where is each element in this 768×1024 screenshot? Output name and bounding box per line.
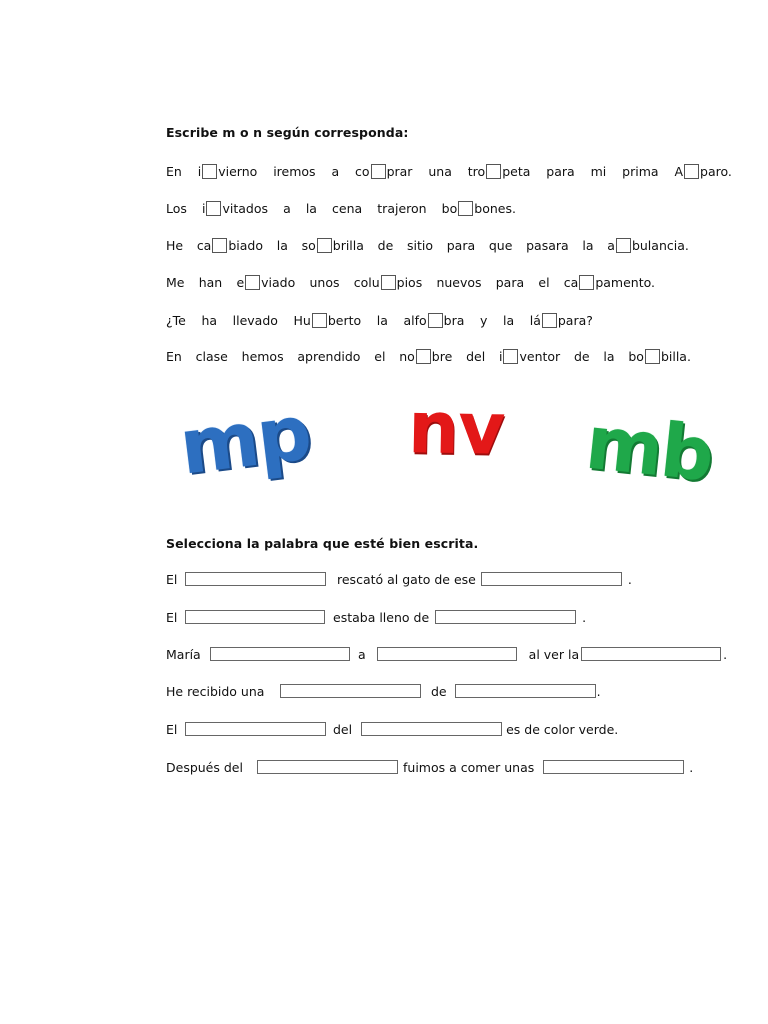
letter-box[interactable] — [579, 275, 594, 290]
select-row-3 — [166, 645, 732, 663]
word — [166, 275, 184, 290]
word — [546, 164, 574, 179]
word — [538, 275, 549, 290]
word-text: y — [480, 312, 488, 328]
sentence-row-3 — [166, 236, 689, 254]
letter-box[interactable] — [416, 349, 431, 364]
word-text: biado — [228, 237, 264, 253]
word-select[interactable] — [581, 647, 721, 661]
letter-box[interactable] — [245, 275, 260, 290]
word — [399, 349, 452, 364]
letter-box[interactable] — [486, 164, 501, 179]
letter-box[interactable] — [542, 313, 557, 328]
word — [674, 164, 731, 179]
word-text: Hu — [293, 312, 311, 328]
word-text: He — [166, 237, 184, 253]
word — [355, 164, 412, 179]
word-text: i — [499, 348, 503, 364]
row-text: al ver la — [528, 646, 580, 662]
word-text: a — [283, 200, 291, 216]
section1-heading: Escribe m o n según corresponda: — [166, 125, 409, 140]
row-text: . — [627, 571, 632, 587]
word-text: la — [276, 237, 288, 253]
row-text: El — [166, 721, 178, 737]
word — [466, 349, 485, 364]
word — [233, 313, 278, 328]
word-text: paro. — [700, 163, 732, 179]
row-text: El — [166, 571, 178, 587]
nv-letters-graphic: nv — [407, 385, 505, 471]
letter-box[interactable] — [503, 349, 518, 364]
word — [197, 238, 263, 253]
letter-box[interactable] — [645, 349, 660, 364]
word-text: i — [197, 163, 202, 179]
word-text: ventor — [519, 348, 561, 364]
word-text: de — [573, 348, 590, 364]
word — [499, 349, 560, 364]
letter-box[interactable] — [428, 313, 443, 328]
word-text: A — [674, 163, 684, 179]
word-text: i — [201, 200, 206, 216]
word — [201, 313, 217, 328]
word-text: para — [546, 163, 575, 179]
word-text: colu — [353, 274, 380, 290]
sentence-row-6 — [166, 347, 691, 365]
word-text: En — [166, 163, 182, 179]
word — [297, 349, 360, 364]
select-row-2 — [166, 608, 732, 626]
sentence-row-1 — [166, 162, 732, 180]
word — [202, 201, 268, 216]
word — [403, 313, 464, 328]
word — [332, 201, 362, 216]
letter-box[interactable] — [458, 201, 473, 216]
word-select[interactable] — [185, 610, 325, 624]
word — [442, 201, 516, 216]
word — [468, 164, 531, 179]
word-text: la — [603, 348, 615, 364]
word-text: la — [503, 312, 515, 328]
sentence-row-4 — [166, 273, 655, 291]
word — [377, 201, 426, 216]
word-text: ca — [196, 237, 212, 253]
word-text: que — [488, 237, 513, 253]
word-text: la — [582, 237, 594, 253]
word — [166, 313, 186, 328]
word — [378, 238, 394, 253]
word — [603, 349, 614, 364]
word — [331, 164, 339, 179]
row-text: . — [689, 759, 694, 775]
word-text: vierno — [218, 163, 258, 179]
word — [526, 238, 569, 253]
word-text: la — [376, 312, 388, 328]
word — [166, 238, 183, 253]
word-text: berto — [327, 312, 362, 328]
row-text: fuimos a comer unas — [403, 759, 535, 775]
word-text: no — [399, 348, 415, 364]
word-text: Me — [166, 274, 185, 290]
word — [294, 313, 362, 328]
letter-box[interactable] — [317, 238, 332, 253]
word-select[interactable] — [361, 722, 502, 736]
word-text: alfo — [403, 312, 427, 328]
letter-box[interactable] — [212, 238, 227, 253]
word — [591, 164, 607, 179]
row-text: He recibido una — [166, 683, 265, 699]
word-text: llevado — [232, 312, 278, 328]
word — [628, 349, 691, 364]
word — [196, 349, 228, 364]
row-text: del — [333, 721, 353, 737]
word-text: el — [538, 274, 550, 290]
word-select[interactable] — [280, 684, 421, 698]
word-text: ¿Te — [166, 312, 186, 328]
word-text: pasara — [526, 237, 569, 253]
letter-box[interactable] — [616, 238, 631, 253]
word-text: clase — [195, 348, 228, 364]
word-text: han — [198, 274, 223, 290]
word — [564, 275, 655, 290]
sentence-row-5 — [166, 311, 593, 329]
word — [374, 349, 385, 364]
word-select[interactable] — [435, 610, 576, 624]
word-text: a — [331, 163, 340, 179]
section2-heading: Selecciona la palabra que esté bien escrita. — [166, 536, 479, 551]
word-text: peta — [502, 163, 531, 179]
word-text: a — [607, 237, 615, 253]
word — [273, 164, 315, 179]
word-text: lá — [529, 312, 541, 328]
word-text: co — [355, 163, 370, 179]
word-select[interactable] — [455, 684, 596, 698]
word-text: tro — [467, 163, 486, 179]
word-text: pamento. — [595, 274, 655, 290]
word-text: la — [305, 200, 317, 216]
word-text: el — [374, 348, 386, 364]
select-row-6 — [166, 758, 732, 776]
word — [166, 164, 182, 179]
word-text: so — [301, 237, 316, 253]
row-text: Después del — [166, 759, 243, 775]
row-text: estaba lleno de — [333, 609, 430, 625]
row-text: rescató al gato de ese — [337, 571, 476, 587]
word — [436, 275, 481, 290]
select-row-5 — [166, 720, 732, 738]
row-text: El — [166, 609, 178, 625]
word-text: nuevos — [436, 274, 482, 290]
word-text: aprendido — [297, 348, 361, 364]
word-text: brilla — [332, 237, 364, 253]
word-text: hemos — [241, 348, 284, 364]
word — [489, 238, 513, 253]
row-text: . — [582, 609, 587, 625]
word-text: ha — [201, 312, 218, 328]
word-text: viado — [261, 274, 296, 290]
word — [582, 238, 593, 253]
word — [354, 275, 423, 290]
word-select[interactable] — [185, 572, 326, 586]
row-text: de — [431, 683, 447, 699]
word — [496, 275, 524, 290]
word-text: bra — [443, 312, 465, 328]
word-text: bre — [431, 348, 453, 364]
word-text: vitados — [222, 200, 268, 216]
word — [480, 313, 487, 328]
word — [503, 313, 514, 328]
word-text: pios — [396, 274, 423, 290]
word-text: prima — [622, 163, 659, 179]
word-text: En — [166, 348, 182, 364]
row-text: a — [358, 646, 366, 662]
word — [199, 275, 223, 290]
word — [428, 164, 452, 179]
word-text: unos — [309, 274, 340, 290]
word-select[interactable] — [481, 572, 622, 586]
word-text: para? — [557, 312, 593, 328]
word-select[interactable] — [257, 760, 398, 774]
word — [166, 201, 187, 216]
word-text: bones. — [474, 200, 516, 216]
word-text: para — [495, 274, 525, 290]
word — [198, 164, 258, 179]
word — [309, 275, 339, 290]
word — [166, 349, 182, 364]
word — [607, 238, 689, 253]
word — [407, 238, 433, 253]
word-text: para — [446, 237, 476, 253]
word-select[interactable] — [543, 760, 684, 774]
word-text: bo — [628, 348, 644, 364]
word-select[interactable] — [377, 647, 517, 661]
word-select[interactable] — [185, 722, 326, 736]
word-text: bo — [441, 200, 458, 216]
letter-box[interactable] — [684, 164, 699, 179]
select-row-1 — [166, 570, 732, 588]
word-text: sitio — [406, 237, 433, 253]
letter-box[interactable] — [381, 275, 396, 290]
mb-letters-graphic: mb — [581, 399, 717, 499]
word-text: iremos — [273, 163, 316, 179]
word-text: trajeron — [377, 200, 427, 216]
word-text: cena — [332, 200, 363, 216]
word — [574, 349, 590, 364]
word-text: una — [428, 163, 452, 179]
word — [302, 238, 364, 253]
letter-box[interactable] — [206, 201, 221, 216]
word-text: Los — [166, 200, 187, 216]
word-text: del — [466, 348, 486, 364]
word — [242, 349, 284, 364]
row-text: . — [723, 646, 728, 662]
row-text: María — [166, 646, 201, 662]
word-text: ca — [563, 274, 579, 290]
word — [277, 238, 288, 253]
sentence-row-2 — [166, 199, 516, 217]
letter-box[interactable] — [202, 164, 217, 179]
word-text: e — [236, 274, 245, 290]
word-text: bulancia. — [631, 237, 689, 253]
word — [447, 238, 475, 253]
mp-letters-graphic: mp — [174, 387, 315, 492]
letter-box[interactable] — [312, 313, 327, 328]
word-text: mi — [590, 163, 607, 179]
word — [236, 275, 295, 290]
word — [283, 201, 291, 216]
word-text: de — [377, 237, 394, 253]
letter-box[interactable] — [371, 164, 386, 179]
select-row-4 — [166, 682, 732, 700]
word — [306, 201, 317, 216]
row-text: . — [596, 683, 601, 699]
word-select[interactable] — [210, 647, 350, 661]
word — [377, 313, 388, 328]
row-text: es de color verde. — [506, 721, 619, 737]
word — [530, 313, 593, 328]
word-text: prar — [386, 163, 413, 179]
word — [622, 164, 658, 179]
word-text: billa. — [660, 348, 691, 364]
